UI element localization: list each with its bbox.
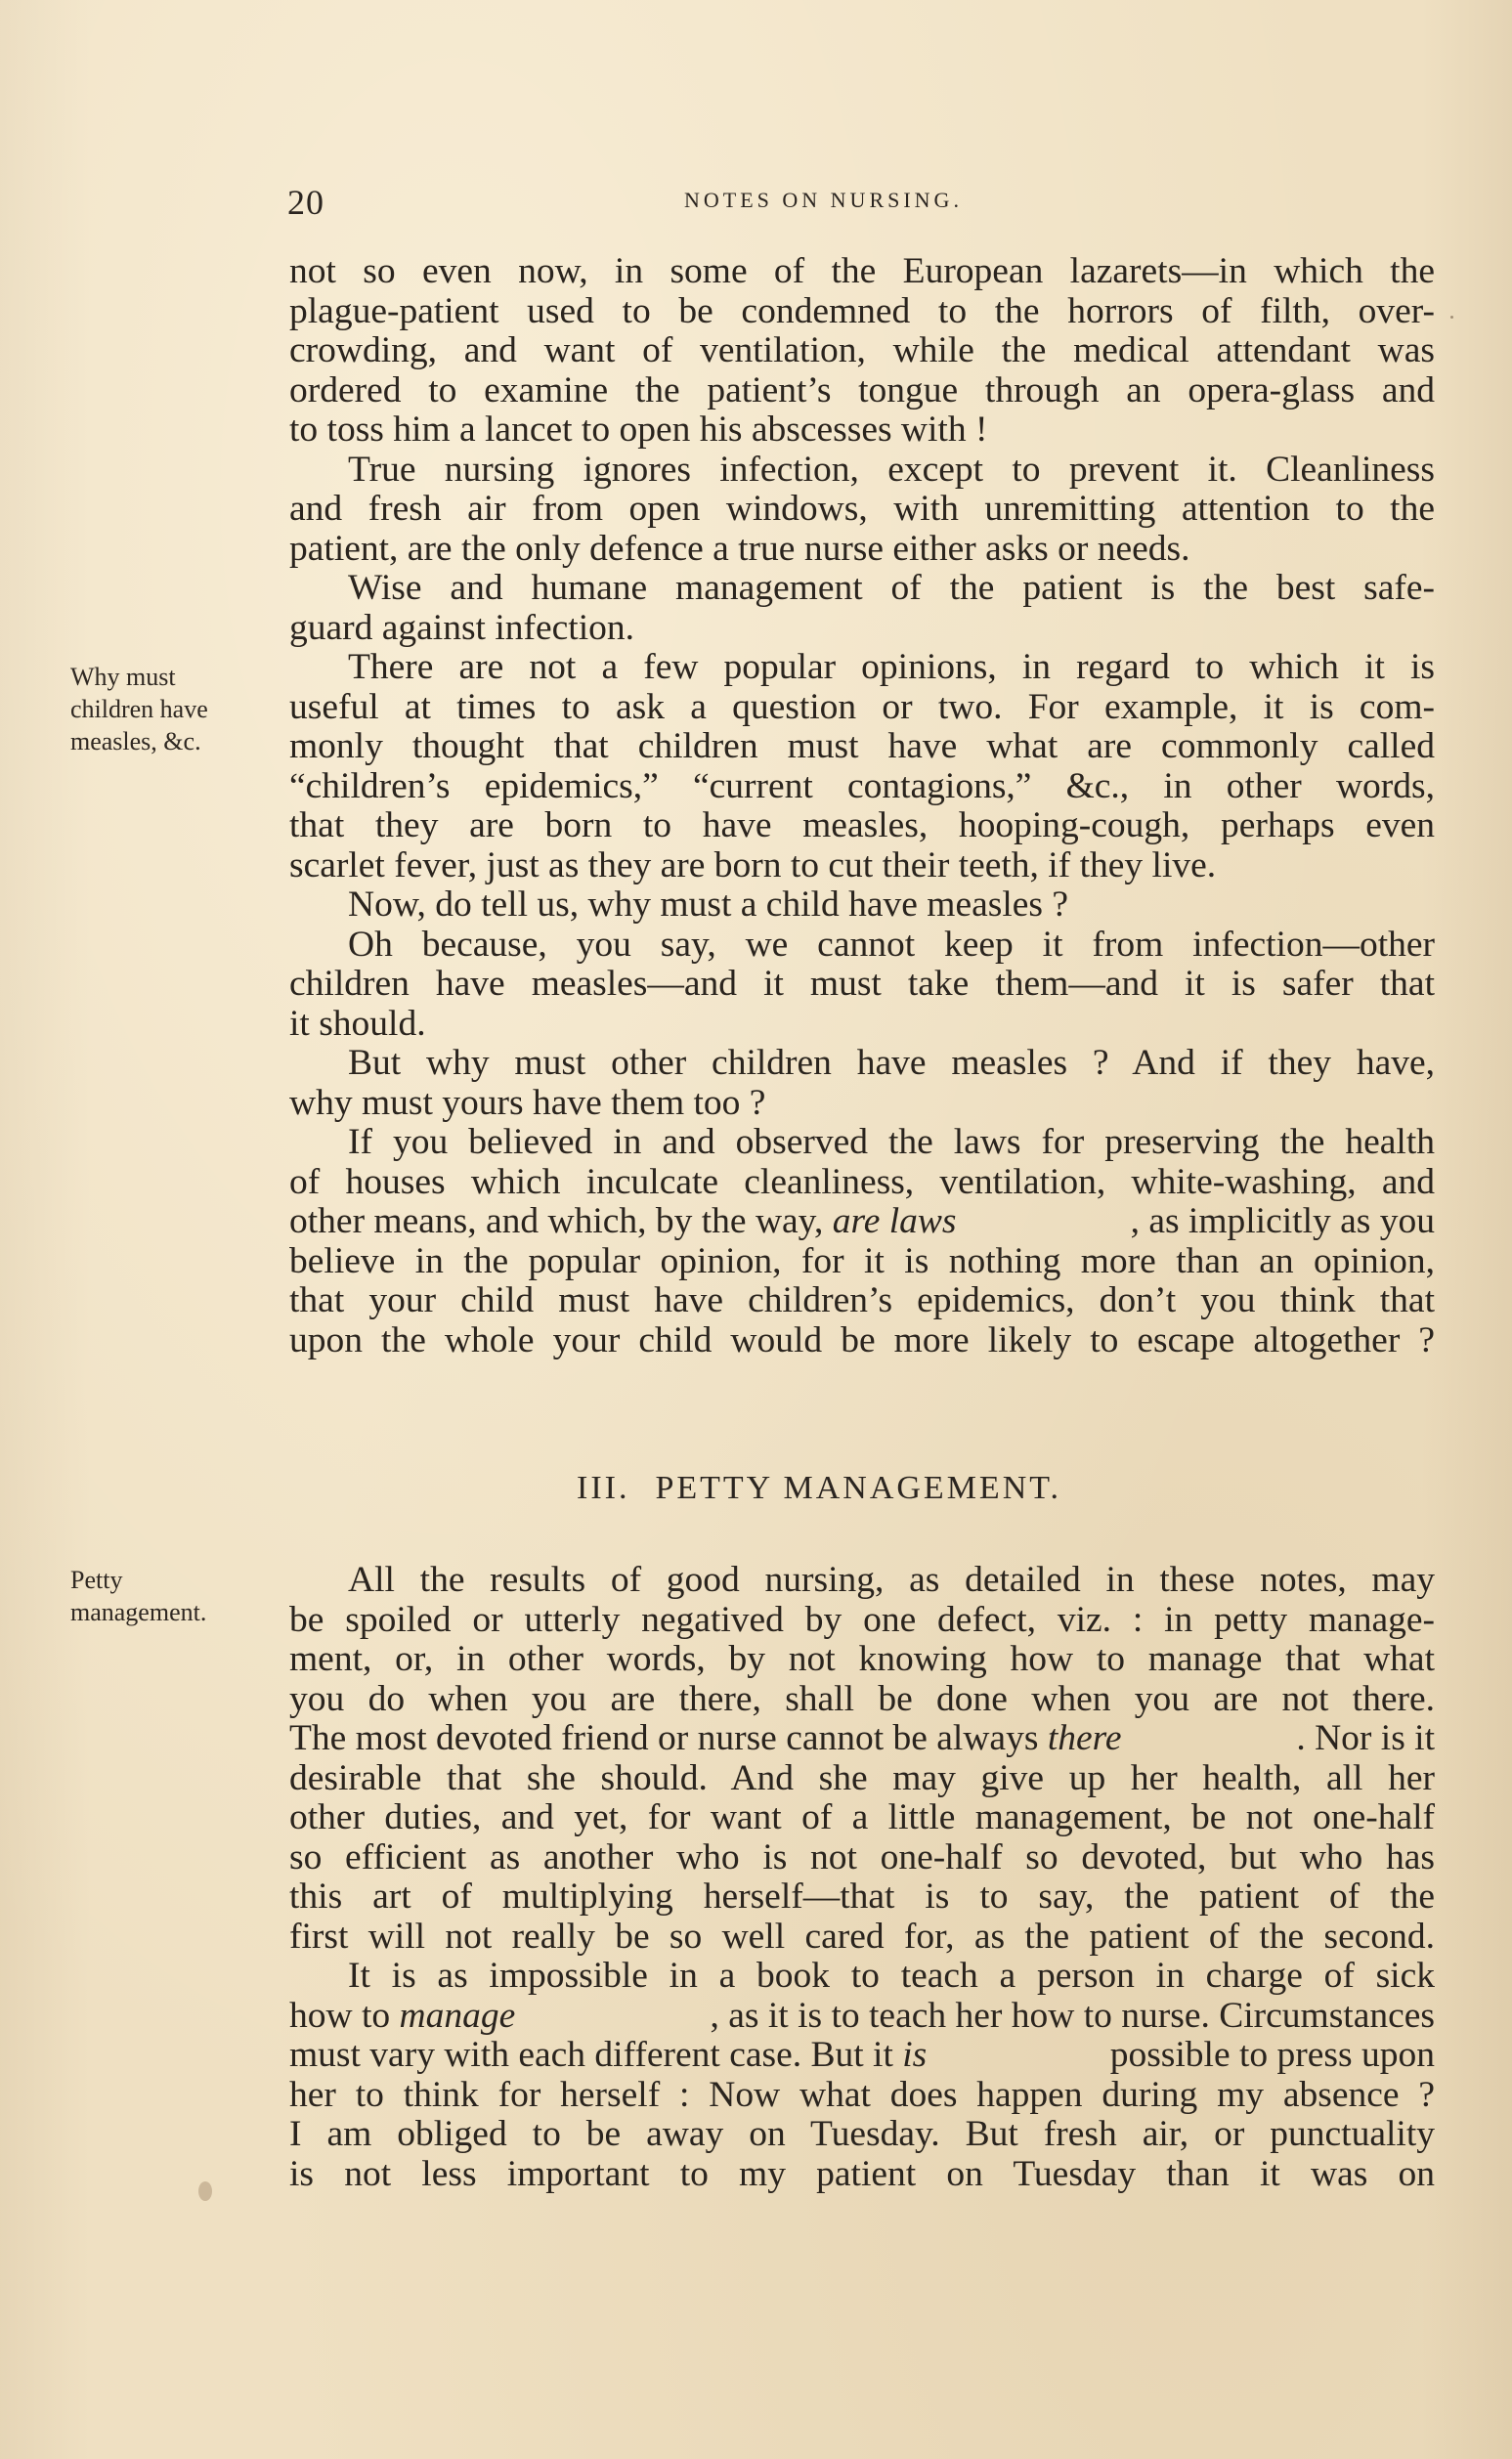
running-head: NOTES ON NURSING.: [684, 188, 963, 212]
text-line: is not less important to my patient on Tuesday than it was on: [289, 2153, 1435, 2194]
text-line: you do when you are there, shall be done when you are not there.: [289, 1678, 1435, 1719]
text-line: Oh because, you say, we cannot keep it from infection—other: [348, 924, 1435, 965]
text-fragment: [289, 2036, 927, 2076]
text-line: There are not a few popular opinions, in regard to which it is: [348, 647, 1435, 687]
side-note-line: children have: [70, 695, 208, 723]
text-line: I am obliged to be away on Tuesday. But fresh air, or punctuality: [289, 2114, 1435, 2154]
text-line: that they are born to have measles, hooping-cough, perhaps even: [289, 805, 1435, 845]
text-line: her to think for herself : Now what does happen during my absence ?: [289, 2074, 1435, 2115]
text-line: It is as impossible in a book to teach a person in charge of sick: [348, 1956, 1435, 1996]
text-line: this art of multiplying herself—that is to say, the patient of the: [289, 1877, 1435, 1917]
paper-smudge: [198, 2181, 212, 2201]
text-fragment: possible to press upon: [1109, 2035, 1435, 2075]
text-fragment: , as it is to teach her how to nurse. Circumstances: [710, 1995, 1435, 2036]
text-line: If you believed in and observed the laws for preserving the health: [348, 1122, 1435, 1162]
emphasis-manage: manage: [399, 1995, 516, 2036]
text-fragment: [289, 1719, 1121, 1759]
text-line: believe in the popular opinion, for it is nothing more than an opinion,: [289, 1240, 1435, 1281]
text-fragment: other means, and which, by the way,: [289, 1201, 833, 1241]
text-line: why must yours have them too ?: [289, 1082, 766, 1123]
text-line: that your child must have children’s epidemics, don’t you think that: [289, 1280, 1435, 1320]
text-line: ment, or, in other words, by not knowing how to manage that what: [289, 1639, 1435, 1679]
text-fragment: [289, 1997, 515, 2037]
side-note-line: measles, &c.: [70, 727, 201, 755]
text-fragment: must vary with each different case. But it: [289, 2035, 903, 2075]
emphasis-there: there: [1047, 1718, 1122, 1758]
side-note-petty-management: [70, 1564, 276, 1628]
text-line: other duties, and yet, for want of a little management, be not one-half: [289, 1797, 1435, 1837]
side-note-line: Petty: [70, 1566, 123, 1594]
body-text-section-1: [289, 252, 1435, 1360]
text-fragment: how to: [289, 1995, 400, 2036]
text-line: children have measles—and it must take them—and it is safer that: [289, 964, 1435, 1004]
text-line: ordered to examine the patient’s tongue through an opera-glass and: [289, 369, 1435, 410]
text-line: so efficient as another who is not one-half so devoted, but who has: [289, 1836, 1435, 1877]
text-line: first will not really be so well cared for, as the patient of the second.: [289, 1916, 1435, 1957]
chapter-title: PETTY MANAGEMENT.: [655, 1470, 1061, 1506]
emphasis-is: is: [902, 2035, 928, 2075]
text-line: [289, 1997, 1435, 2037]
text-line: it should.: [289, 1003, 426, 1044]
text-fragment: [289, 1202, 957, 1242]
text-line: “children’s epidemics,” “current contagions,” &c., in other words,: [289, 765, 1435, 806]
text-line: [289, 1202, 1435, 1242]
chapter-heading: [577, 1470, 1061, 1507]
side-note-line: management.: [70, 1598, 207, 1626]
emphasis-are-laws: are laws: [832, 1201, 957, 1241]
body-text-section-2: [289, 1561, 1435, 2194]
chapter-number: III.: [577, 1470, 630, 1506]
text-line: crowding, and want of ventilation, while the medical attendant was: [289, 330, 1435, 370]
text-line: of houses which inculcate cleanliness, ventilation, white-washing, and: [289, 1161, 1435, 1202]
text-line: Wise and humane management of the patient is the best safe-: [348, 568, 1435, 608]
text-line: scarlet fever, just as they are born to cut their teeth, if they live.: [289, 844, 1217, 885]
text-line: plague-patient used to be condemned to the horrors of filth, over-: [289, 290, 1435, 331]
text-line: not so even now, in some of the European lazarets—in which the: [289, 251, 1435, 291]
text-line: True nursing ignores infection, except to prevent it. Cleanliness: [348, 449, 1435, 490]
text-line: useful at times to ask a question or two. For example, it is com-: [289, 686, 1435, 727]
page-number: 20: [287, 183, 324, 222]
text-line: be spoiled or utterly negatived by one defect, viz. : in petty manage-: [289, 1599, 1435, 1640]
text-fragment: , as implicitly as you: [1130, 1201, 1435, 1241]
text-line: guard against infection.: [289, 607, 635, 648]
text-line: [289, 2036, 1435, 2076]
text-line: But why must other children have measles ? And if they have,: [348, 1043, 1435, 1083]
text-line: All the results of good nursing, as detailed in these notes, may: [348, 1560, 1435, 1600]
text-line: desirable that she should. And she may give up her health, all her: [289, 1757, 1435, 1798]
text-fragment: The most devoted friend or nurse cannot be always: [289, 1718, 1048, 1758]
paper-speck: [1450, 316, 1453, 319]
side-note-line: Why must: [70, 663, 176, 691]
text-line: and fresh air from open windows, with unremitting attention to the: [289, 489, 1435, 529]
text-line: monly thought that children must have what are commonly called: [289, 726, 1435, 766]
text-fragment: . Nor is it: [1296, 1718, 1435, 1758]
text-line: Now, do tell us, why must a child have measles ?: [348, 884, 1068, 925]
text-line: to toss him a lancet to open his abscesses with !: [289, 410, 988, 450]
text-line: upon the whole your child would be more likely to escape altogether ?: [289, 1319, 1435, 1360]
side-note-measles: [70, 661, 276, 757]
text-line: patient, are the only defence a true nurse either asks or needs.: [289, 528, 1190, 569]
text-line: [289, 1719, 1435, 1759]
